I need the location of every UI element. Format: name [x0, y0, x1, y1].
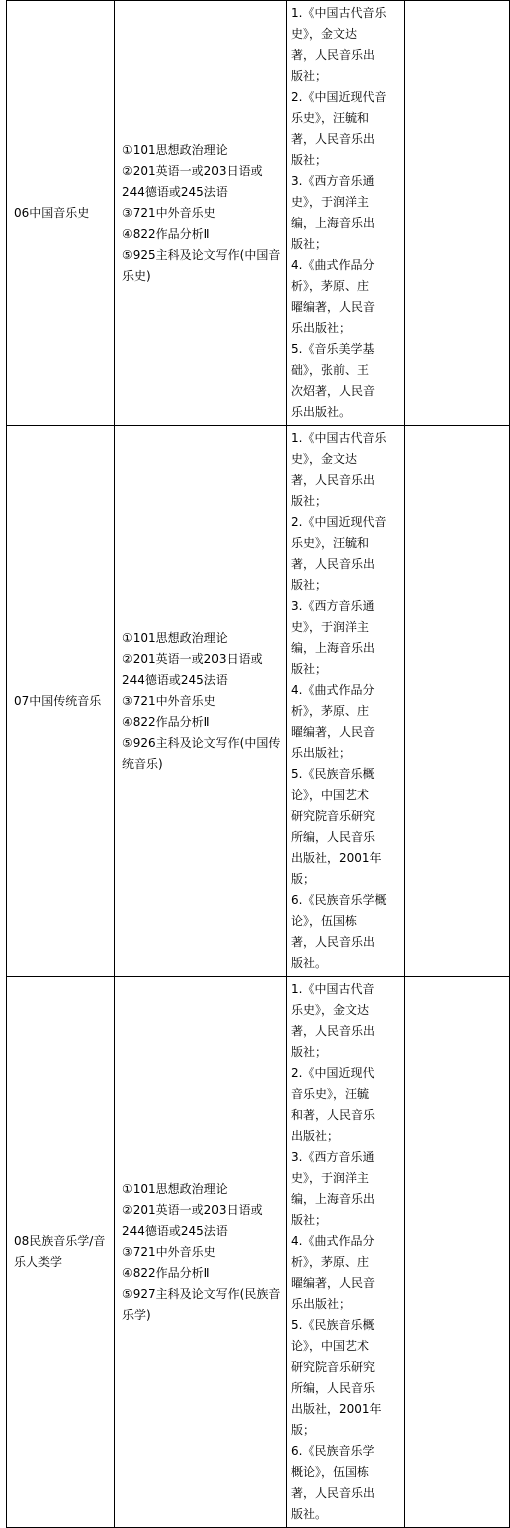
- reference-book-line: 研究院音乐研究: [291, 809, 376, 823]
- reference-book-line: 4.《曲式作品分: [291, 683, 375, 697]
- exam-subject: ④822作品分析Ⅱ: [122, 1265, 210, 1280]
- reference-book-line: 编，上海音乐出: [291, 1192, 376, 1206]
- reference-book: [291, 428, 402, 512]
- major-cell: [7, 1, 115, 426]
- major-cell: [7, 426, 115, 977]
- reference-book-line: 3.《西方音乐通: [291, 599, 375, 613]
- reference-book-line: 5.《民族音乐概: [291, 767, 375, 781]
- reference-book-line: 2.《中国近现代音: [291, 90, 387, 104]
- reference-book-line: 乐出版社；: [291, 321, 352, 335]
- reference-book-line: 曜编著，人民音: [291, 300, 376, 314]
- reference-book: [291, 979, 402, 1063]
- reference-book-line: 1.《中国古代音乐: [291, 6, 387, 20]
- exam-subject: ②201英语一或203日语或244德语或245法语: [122, 163, 263, 199]
- reference-book: [291, 890, 402, 974]
- exam-subject: ④822作品分析Ⅱ: [122, 226, 210, 241]
- reference-book-line: 版社；: [291, 494, 328, 508]
- reference-book-line: 乐出版社。: [291, 405, 352, 419]
- reference-book-line: 史》，金文达: [291, 452, 358, 466]
- reference-book: [291, 1315, 402, 1441]
- reference-book-line: 所编，人民音乐: [291, 1381, 376, 1395]
- reference-book-line: 析》，茅原、庄: [291, 1255, 370, 1269]
- reference-book-line: 3.《西方音乐通: [291, 174, 375, 188]
- reference-book-line: 著，人民音乐出: [291, 1486, 376, 1500]
- reference-book-line: 5.《民族音乐概: [291, 1318, 375, 1332]
- reference-books-cell: [287, 977, 405, 1528]
- reference-book: [291, 680, 402, 764]
- reference-book-line: 版社。: [291, 956, 328, 970]
- major-name: 08民族音乐学/音乐人类学: [14, 1234, 106, 1269]
- program-table-body: [7, 1, 510, 1528]
- reference-book-line: 著，人民音乐出: [291, 132, 376, 146]
- reference-book: [291, 1063, 402, 1147]
- exam-subjects-list: [115, 1179, 286, 1326]
- reference-book-line: 版社；: [291, 1213, 328, 1227]
- reference-book: [291, 512, 402, 596]
- reference-book-line: 史》，于润洋主: [291, 620, 370, 634]
- major-name: 07中国传统音乐: [14, 693, 102, 708]
- reference-book-line: 5.《音乐美学基: [291, 342, 375, 356]
- reference-book-line: 出版社，2001年: [291, 1402, 382, 1416]
- reference-book-line: 乐史》，汪毓和: [291, 111, 370, 125]
- reference-book: [291, 87, 402, 171]
- exam-subjects-cell: [115, 977, 287, 1528]
- program-table: [6, 0, 510, 1528]
- exam-subject: ①101思想政治理论: [122, 1181, 228, 1196]
- remarks-cell: [405, 1, 510, 426]
- reference-book-line: 2.《中国近现代音: [291, 515, 387, 529]
- reference-book-line: 音乐史》，汪毓: [291, 1087, 370, 1101]
- reference-book-line: 版社；: [291, 578, 328, 592]
- reference-book-line: 编，上海音乐出: [291, 216, 376, 230]
- reference-book-line: 3.《西方音乐通: [291, 1150, 375, 1164]
- reference-book-line: 著，人民音乐出: [291, 48, 376, 62]
- reference-book-line: 1.《中国古代音乐: [291, 431, 387, 445]
- program-row: [7, 977, 510, 1528]
- exam-subject: ②201英语一或203日语或244德语或245法语: [122, 1202, 263, 1238]
- reference-book-line: 编，上海音乐出: [291, 641, 376, 655]
- reference-book: [291, 1147, 402, 1231]
- reference-books-list: [287, 977, 404, 1527]
- reference-books-list: [287, 1, 404, 425]
- reference-book-line: 版社；: [291, 69, 328, 83]
- reference-book-line: 乐出版社；: [291, 746, 352, 760]
- exam-subject: ⑤926主科及论文写作(中国传统音乐): [122, 735, 281, 771]
- reference-books-cell: [287, 426, 405, 977]
- reference-book-line: 著，人民音乐出: [291, 473, 376, 487]
- reference-book-line: 乐出版社；: [291, 1297, 352, 1311]
- program-row: [7, 1, 510, 426]
- reference-book-line: 2.《中国近现代: [291, 1066, 375, 1080]
- reference-book-line: 版；: [291, 1423, 316, 1437]
- reference-book-line: 著，人民音乐出: [291, 1024, 376, 1038]
- reference-book: [291, 1231, 402, 1315]
- exam-subjects-list: [115, 628, 286, 775]
- reference-book: [291, 255, 402, 339]
- exam-subject: ⑤927主科及论文写作(民族音乐学): [122, 1286, 281, 1322]
- exam-subjects-cell: [115, 1, 287, 426]
- exam-subjects-list: [115, 140, 286, 287]
- reference-book-line: 析》，茅原、庄: [291, 279, 370, 293]
- reference-book-line: 版；: [291, 872, 316, 886]
- exam-subjects-cell: [115, 426, 287, 977]
- reference-book-line: 史》，于润洋主: [291, 1171, 370, 1185]
- exam-subject: ③721中外音乐史: [122, 205, 216, 220]
- reference-book-line: 次炤著，人民音: [291, 384, 376, 398]
- reference-book-line: 出版社；: [291, 1129, 340, 1143]
- reference-book-line: 版社；: [291, 237, 328, 251]
- reference-book-line: 乐史》，金文达: [291, 1003, 370, 1017]
- reference-book-line: 论》，中国艺术: [291, 1339, 370, 1353]
- reference-book-line: 史》，于润洋主: [291, 195, 370, 209]
- reference-book-line: 史》，金文达: [291, 27, 358, 41]
- reference-books-list: [287, 426, 404, 976]
- reference-book-line: 4.《曲式作品分: [291, 258, 375, 272]
- major-name: 06中国音乐史: [14, 205, 90, 220]
- reference-book-line: 研究院音乐研究: [291, 1360, 376, 1374]
- reference-book: [291, 596, 402, 680]
- reference-book-line: 论》，中国艺术: [291, 788, 370, 802]
- reference-book-line: 著，人民音乐出: [291, 935, 376, 949]
- reference-books-cell: [287, 1, 405, 426]
- reference-book-line: 版社；: [291, 662, 328, 676]
- major-cell: [7, 977, 115, 1528]
- reference-book: [291, 764, 402, 890]
- reference-book-line: 版社；: [291, 153, 328, 167]
- exam-subject: ⑤925主科及论文写作(中国音乐史): [122, 247, 281, 283]
- reference-book-line: 曜编著，人民音: [291, 725, 376, 739]
- remarks-cell: [405, 426, 510, 977]
- reference-book: [291, 339, 402, 423]
- reference-book-line: 出版社，2001年: [291, 851, 382, 865]
- spacer: [291, 1525, 402, 1527]
- exam-subject: ②201英语一或203日语或244德语或245法语: [122, 651, 263, 687]
- reference-book-line: 概论》，伍国栋: [291, 1465, 370, 1479]
- reference-book-line: 版社。: [291, 1507, 328, 1521]
- reference-book-line: 6.《民族音乐学概: [291, 893, 387, 907]
- reference-book-line: 版社；: [291, 1045, 328, 1059]
- reference-book: [291, 3, 402, 87]
- remarks-cell: [405, 977, 510, 1528]
- reference-book-line: 乐史》，汪毓和: [291, 536, 370, 550]
- exam-subject: ③721中外音乐史: [122, 1244, 216, 1259]
- reference-book-line: 析》，茅原、庄: [291, 704, 370, 718]
- exam-subject: ③721中外音乐史: [122, 693, 216, 708]
- exam-subject: ④822作品分析Ⅱ: [122, 714, 210, 729]
- reference-book-line: 4.《曲式作品分: [291, 1234, 375, 1248]
- program-row: [7, 426, 510, 977]
- reference-book-line: 论》，伍国栋: [291, 914, 358, 928]
- exam-subject: ①101思想政治理论: [122, 630, 228, 645]
- reference-book: [291, 171, 402, 255]
- reference-book-line: 曜编著，人民音: [291, 1276, 376, 1290]
- reference-book-line: 1.《中国古代音: [291, 982, 375, 996]
- reference-book-line: 所编，人民音乐: [291, 830, 376, 844]
- reference-book: [291, 1441, 402, 1525]
- reference-book-line: 和著，人民音乐: [291, 1108, 376, 1122]
- reference-book-line: 6.《民族音乐学: [291, 1444, 375, 1458]
- reference-book-line: 著，人民音乐出: [291, 557, 376, 571]
- reference-book-line: 础》，张前、王: [291, 363, 370, 377]
- exam-subject: ①101思想政治理论: [122, 142, 228, 157]
